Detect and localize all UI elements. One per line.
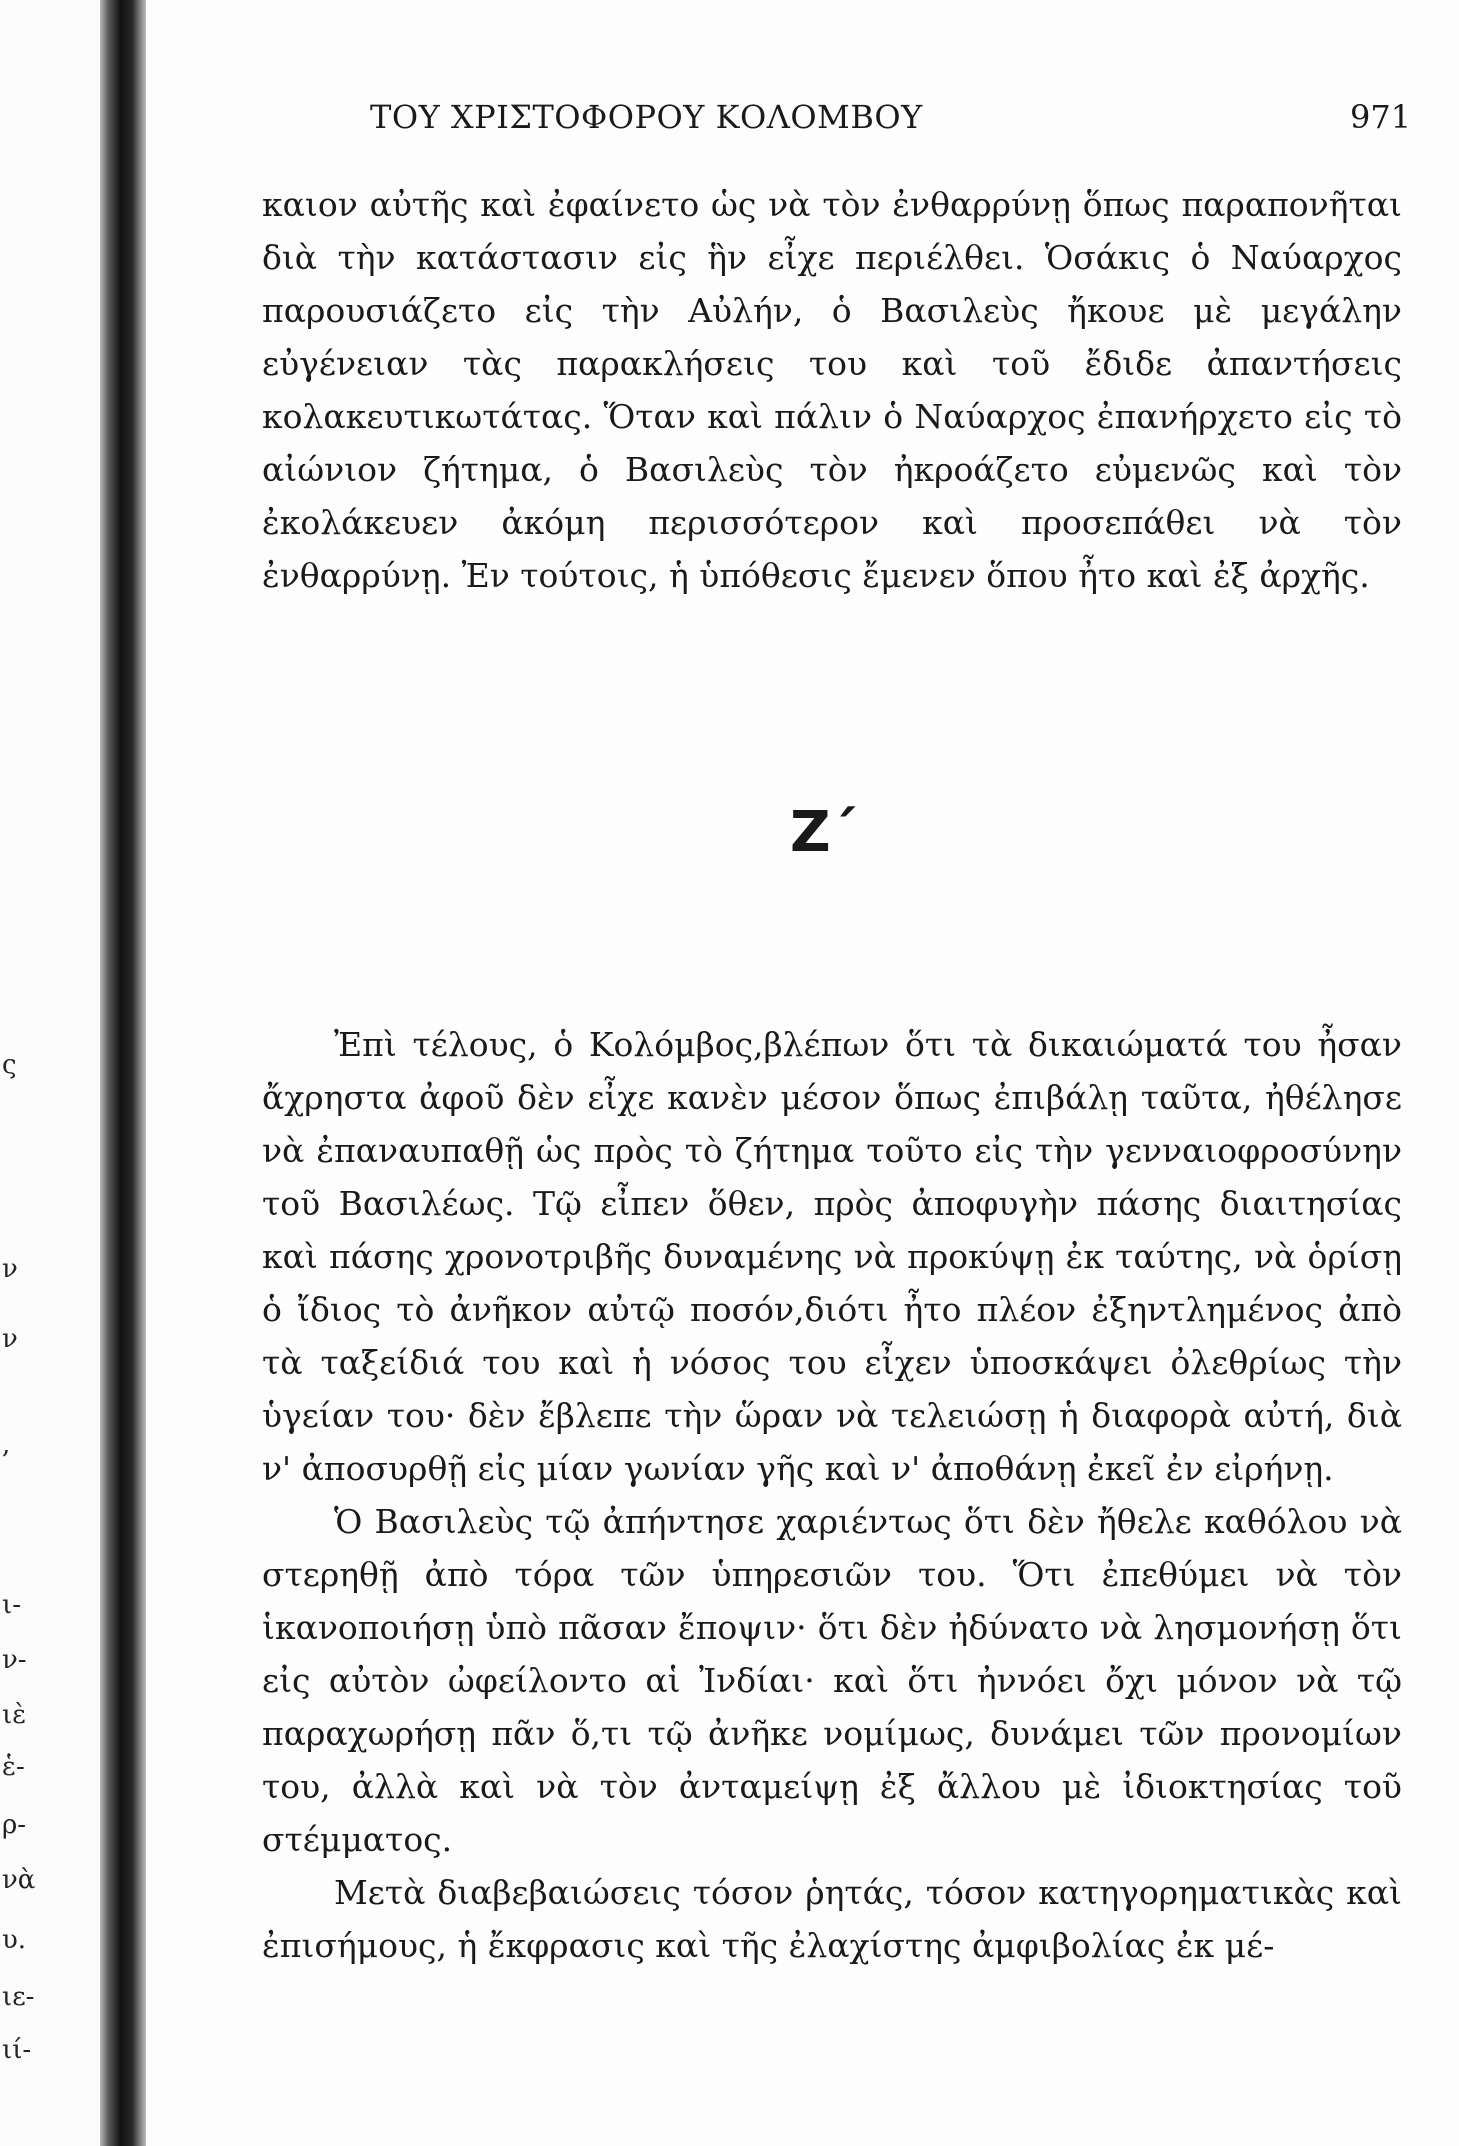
left-fragment: ιε- (2, 1982, 35, 2012)
left-fragment: ν (2, 1254, 18, 1284)
left-fragment: ιὲ (2, 1700, 27, 1730)
left-fragment: νὰ (2, 1865, 36, 1895)
paragraph: Ὁ Βασιλεὺς τῷ ἀπήντησε χαριέντως ὅτι δὲν ἤθελε καθόλου νὰ στερηθῇ ἀπὸ τόρα τῶν ὑπηρεσιῶν του. Ὅτι ἐπεθύμει νὰ τὸν ἱκανοποιήσῃ ὑπὸ πᾶσαν ἔποψιν· ὅτι δὲν ἠδύνατο νὰ λησμονήσῃ ὅτι εἰς αὐτὸν ὠφείλοντο αἱ Ἰνδίαι· καὶ ὅτι ἠννόει ὄχι μόνον νὰ τῷ παραχωρήσῃ πᾶν ὅ,τι τῷ ἀνῆκε νομίμως, δυνάμει τῶν προνομίων του, ἀλλὰ καὶ νὰ τὸν ἀνταμείψῃ ἐξ ἄλλου μὲ ἰδιοκτησίας τοῦ στέμματος. (262, 1502, 1402, 1859)
left-fragment: ν (2, 1324, 18, 1354)
left-fragment: ιί- (2, 2035, 32, 2065)
left-fragment: ρ- (2, 1810, 27, 1840)
left-fragment: , (2, 1430, 11, 1460)
book-gutter-shadow (100, 0, 146, 2146)
left-fragment: υ. (2, 1925, 27, 1955)
left-fragment: ς (2, 1050, 17, 1080)
running-head: ΤΟΥ ΧΡΙΣΤΟΦΟΡΟΥ ΚΟΛΟΜΒΟΥ (370, 98, 923, 136)
section-heading: Ζ΄ (790, 800, 856, 865)
left-fragment: ι- (2, 1590, 21, 1620)
paragraph: Μετὰ διαβεβαιώσεις τόσον ῥητάς, τόσον κατηγορηματικὰς καὶ ἐπισήμους, ἡ ἔκφρασις καὶ τῆς ἐλαχίστης ἀμφιβολίας ἐκ μέ- (262, 1873, 1402, 1965)
paragraph: καιον αὐτῆς καὶ ἐφαίνετο ὡς νὰ τὸν ἐνθαρρύνῃ ὅπως παραπονῆται διὰ τὴν κατάστασιν εἰς ἣν εἶχε περιέλθει. Ὁσάκις ὁ Ναύαρχος παρουσιάζετο εἰς τὴν Αὐλήν, ὁ Βασιλεὺς ἤκουε μὲ μεγάλην εὐγένειαν τὰς παρακλήσεις του καὶ τοῦ ἔδιδε ἀπαντήσεις κολακευτικωτάτας. Ὅταν καὶ πάλιν ὁ Ναύαρχος ἐπανήρχετο εἰς τὸ αἰώνιον ζήτημα, ὁ Βασιλεὺς τὸν ἠκροάζετο εὐμενῶς καὶ τὸν ἐκολάκευεν ἀκόμη περισσότερον καὶ προσεπάθει νὰ τὸν ἐνθαρρύνῃ. Ἐν τούτοις, ἡ ὑπόθεσις ἔμενεν ὅπου ἦτο καὶ ἐξ ἀρχῆς. (262, 185, 1402, 595)
body-text-bottom (262, 1018, 1402, 1972)
body-text-top (262, 178, 1402, 602)
left-fragment: ν- (2, 1645, 27, 1675)
adjacent-page-margin (0, 0, 100, 2146)
page-number: 971 (1350, 98, 1412, 136)
paragraph: Ἐπὶ τέλους, ὁ Κολόμβος,βλέπων ὅτι τὰ δικαιώματά του ἦσαν ἄχρηστα ἀφοῦ δὲν εἶχε κανὲν μέσον ὅπως ἐπιβάλῃ ταῦτα, ἠθέλησε νὰ ἐπαναυπαθῇ ὡς πρὸς τὸ ζήτημα τοῦτο εἰς τὴν γενναιοφροσύνην τοῦ Βασιλέως. Τῷ εἶπεν ὅθεν, πρὸς ἀποφυγὴν πάσης διαιτησίας καὶ πάσης χρονοτριβῆς δυναμένης νὰ προκύψῃ ἐκ ταύτης, νὰ ὁρίσῃ ὁ ἴδιος τὸ ἀνῆκον αὐτῷ ποσόν,διότι ἦτο πλέον ἐξηντλημένος ἀπὸ τὰ ταξείδιά του καὶ ἡ νόσος του εἶχεν ὑποσκάψει ὀλεθρίως τὴν ὑγείαν του· δὲν ἔβλεπε τὴν ὥραν νὰ τελειώσῃ ἡ διαφορὰ αὐτή, διὰ ν' ἀποσυρθῇ εἰς μίαν γωνίαν γῆς καὶ ν' ἀποθάνῃ ἐκεῖ ἐν εἰρήνῃ. (262, 1025, 1402, 1488)
left-fragment: ἑ- (2, 1752, 25, 1782)
